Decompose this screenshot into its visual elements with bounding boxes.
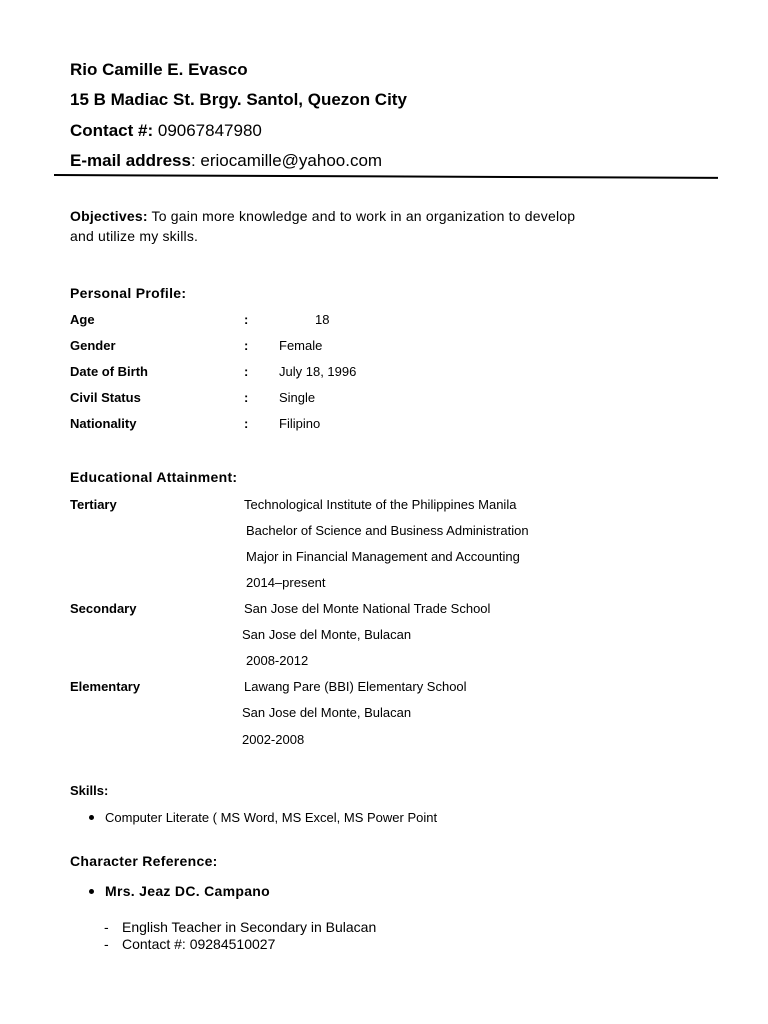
profile-value-nationality: Filipino	[279, 416, 321, 431]
reference-detail-1: English Teacher in Secondary in Bulacan	[122, 919, 377, 935]
objectives-text-1: To gain more knowledge and to work in an organization to develop	[147, 208, 576, 224]
profile-sep-gender: :	[244, 338, 249, 353]
bullet-icon	[89, 815, 94, 820]
profile-label-gender: Gender	[70, 338, 116, 353]
profile-label-nationality: Nationality	[70, 416, 137, 431]
profile-label-age: Age	[70, 312, 95, 327]
elementary-line-3: 2002-2008	[242, 732, 305, 747]
profile-sep-civil-status: :	[244, 390, 249, 405]
applicant-address: 15 B Madiac St. Brgy. Santol, Quezon City	[70, 90, 407, 109]
education-label-secondary: Secondary	[70, 601, 137, 616]
tertiary-line-4: 2014–present	[246, 575, 326, 590]
education-title: Educational Attainment:	[70, 469, 238, 485]
objectives-text-2: and utilize my skills.	[70, 228, 199, 244]
reference-detail-2: Contact #: 09284510027	[122, 936, 276, 952]
elementary-line-2: San Jose del Monte, Bulacan	[242, 705, 412, 720]
skills-title: Skills:	[70, 783, 109, 798]
email-line	[70, 151, 382, 171]
tertiary-line-1: Technological Institute of the Philippines Manila	[244, 497, 517, 512]
contact-label: Contact #:	[70, 121, 154, 140]
objectives-label: Objectives:	[70, 208, 148, 224]
reference-title: Character Reference:	[70, 853, 218, 869]
email-label: E-mail address	[70, 151, 191, 170]
profile-sep-dob: :	[244, 364, 249, 379]
profile-value-age: 18	[315, 312, 330, 327]
contact-line	[70, 121, 262, 141]
tertiary-line-2: Bachelor of Science and Business Administration	[246, 523, 529, 538]
profile-sep-age: :	[244, 312, 249, 327]
secondary-line-2: San Jose del Monte, Bulacan	[242, 627, 412, 642]
tertiary-line-3: Major in Financial Management and Accounting	[246, 549, 520, 564]
profile-label-civil-status: Civil Status	[70, 390, 141, 405]
secondary-line-3: 2008-2012	[246, 653, 309, 668]
reference-dash: -	[104, 936, 109, 952]
profile-label-dob: Date of Birth	[70, 364, 148, 379]
personal-profile-title: Personal Profile:	[70, 285, 187, 301]
applicant-name: Rio Camille E. Evasco	[70, 60, 248, 79]
reference-dash: -	[104, 919, 109, 935]
education-label-elementary: Elementary	[70, 679, 141, 694]
objectives-line-1	[70, 208, 575, 224]
profile-value-dob: July 18, 1996	[279, 364, 357, 379]
contact-value: 09067847980	[157, 121, 262, 140]
skill-item: Computer Literate ( MS Word, MS Excel, MS Power Point	[105, 810, 438, 825]
profile-sep-nationality: :	[244, 416, 249, 431]
reference-name: Mrs. Jeaz DC. Campano	[105, 883, 271, 899]
elementary-line-1: Lawang Pare (BBI) Elementary School	[244, 679, 467, 694]
secondary-line-1: San Jose del Monte National Trade School	[244, 601, 491, 616]
profile-value-civil-status: Single	[279, 390, 316, 405]
header-divider	[54, 174, 718, 179]
profile-value-gender: Female	[279, 338, 323, 353]
bullet-icon	[89, 889, 94, 894]
education-label-tertiary: Tertiary	[70, 497, 117, 512]
email-value: : eriocamille@yahoo.com	[190, 151, 383, 170]
